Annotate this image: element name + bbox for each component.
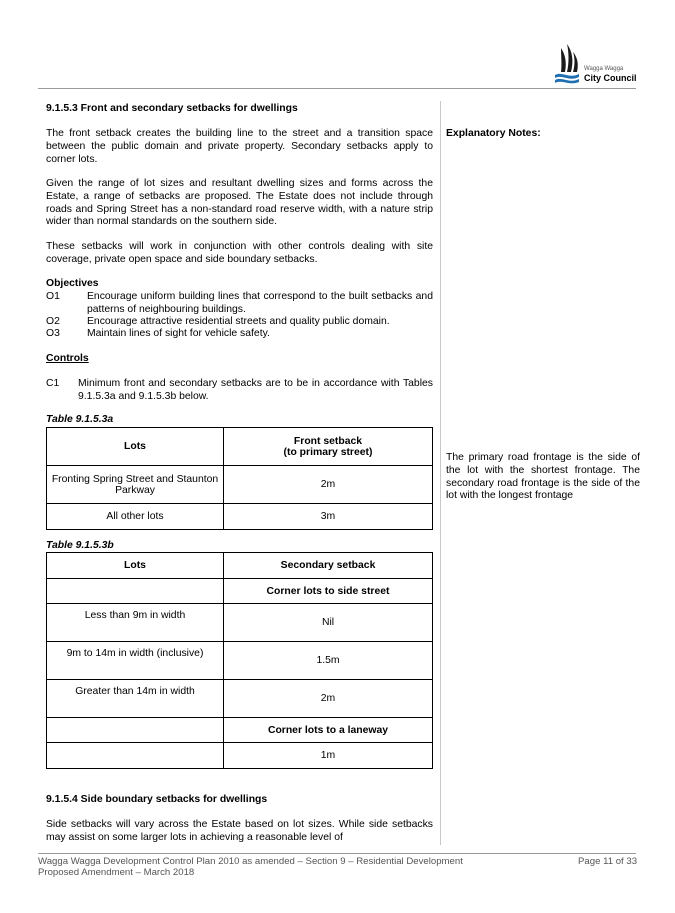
logo-text-council: City Council — [584, 73, 637, 83]
cell-empty — [47, 743, 224, 769]
cell-setback: 2m — [224, 680, 433, 718]
section-2-text: Side setbacks will vary across the Estate based on lot sizes. While side setbacks may assist on some larger lots in achieving a reasonable level of — [46, 819, 433, 843]
table-row — [47, 604, 433, 642]
column-divider — [440, 101, 441, 845]
header-lots: Lots — [47, 553, 224, 579]
cell-setback: Nil — [224, 604, 433, 642]
intro-paragraph-2: Given the range of lot sizes and resultant dwelling sizes and forms across the Estate, a range of setbacks are proposed. The Estate does not include through roads and Spring Street has a non-standard road reserve width, with a nature strip wider than normal standards on the southern side. — [46, 178, 433, 228]
table-row — [47, 642, 433, 680]
objective-item — [46, 328, 433, 341]
cell-empty — [47, 718, 224, 743]
subheader-laneway: Corner lots to a laneway — [224, 718, 433, 743]
page-number: Page 11 of 33 — [578, 856, 638, 867]
footer-line-1: Wagga Wagga Development Control Plan 2010 as amended – Section 9 – Residential Development — [38, 856, 463, 867]
cell-lots: All other lots — [47, 504, 224, 530]
cell-lots: Less than 9m in width — [47, 604, 224, 642]
table-header-row — [47, 428, 433, 466]
intro-paragraph-3: These setbacks will work in conjunction with other controls dealing with site coverage, private open space and side boundary setbacks. — [46, 241, 433, 265]
subheader-side-street: Corner lots to side street — [224, 579, 433, 604]
cell-setback: 1.5m — [224, 642, 433, 680]
table-row — [47, 743, 433, 769]
objective-text: Encourage attractive residential streets and quality public domain. — [87, 316, 390, 327]
table-header-row — [47, 553, 433, 579]
explanatory-note: The primary road frontage is the side of the lot with the shortest frontage. The secondary road frontage is the side of the lot with the longest frontage — [446, 452, 640, 502]
header-rule — [38, 88, 636, 89]
table-b-caption: Table 9.1.5.3b — [46, 540, 114, 551]
section-2-title: 9.1.5.4 Side boundary setbacks for dwellings — [46, 794, 268, 805]
cell-setback: 3m — [224, 504, 433, 530]
controls-heading: Controls — [46, 353, 89, 364]
objective-text: Encourage uniform building lines that correspond to the built setbacks and patterns of neighbouring buildings. — [87, 291, 433, 315]
table-front-setback — [46, 427, 433, 530]
table-row — [47, 504, 433, 530]
objective-text: Maintain lines of sight for vehicle safety. — [87, 328, 270, 339]
cell-setback: 1m — [224, 743, 433, 769]
table-a-caption: Table 9.1.5.3a — [46, 414, 114, 425]
footer-rule — [38, 853, 636, 854]
explanatory-heading: Explanatory Notes: — [446, 128, 541, 139]
header-lots: Lots — [47, 428, 224, 466]
cell-lots: Greater than 14m in width — [47, 680, 224, 718]
control-number: C1 — [46, 378, 60, 389]
intro-paragraph-1: The front setback creates the building line to the street and a transition space between the public domain and private property. Secondary setbacks apply to corner lots. — [46, 128, 433, 165]
table-subheader-row — [47, 579, 433, 604]
table-secondary-setback — [46, 552, 433, 769]
footer-line-2: Proposed Amendment – March 2018 — [38, 867, 195, 878]
cell-empty — [47, 579, 224, 604]
cell-setback: 2m — [224, 466, 433, 504]
header-front-setback-line2: (to primary street) — [283, 446, 373, 458]
control-text: Minimum front and secondary setbacks are to be in accordance with Tables 9.1.5.3a and 9.1.5.3b below. — [78, 378, 433, 402]
table-subheader-row — [47, 718, 433, 743]
objective-number: O3 — [46, 328, 60, 339]
header-front-setback-line1: Front setback — [293, 435, 363, 447]
logo-text-wagga: Wagga Wagga — [584, 66, 624, 72]
header-secondary-setback: Secondary setback — [224, 553, 433, 579]
objective-number: O1 — [46, 291, 60, 302]
objective-item — [46, 291, 433, 317]
objective-number: O2 — [46, 316, 60, 327]
cell-lots: 9m to 14m in width (inclusive) — [47, 642, 224, 680]
table-row — [47, 680, 433, 718]
table-row — [47, 466, 433, 504]
header-front-setback — [224, 428, 433, 466]
control-item — [46, 378, 433, 404]
council-logo — [552, 42, 642, 86]
objectives-heading: Objectives — [46, 278, 99, 289]
cell-lots: Fronting Spring Street and Staunton Parkway — [47, 466, 224, 504]
section-title: 9.1.5.3 Front and secondary setbacks for dwellings — [46, 103, 298, 114]
